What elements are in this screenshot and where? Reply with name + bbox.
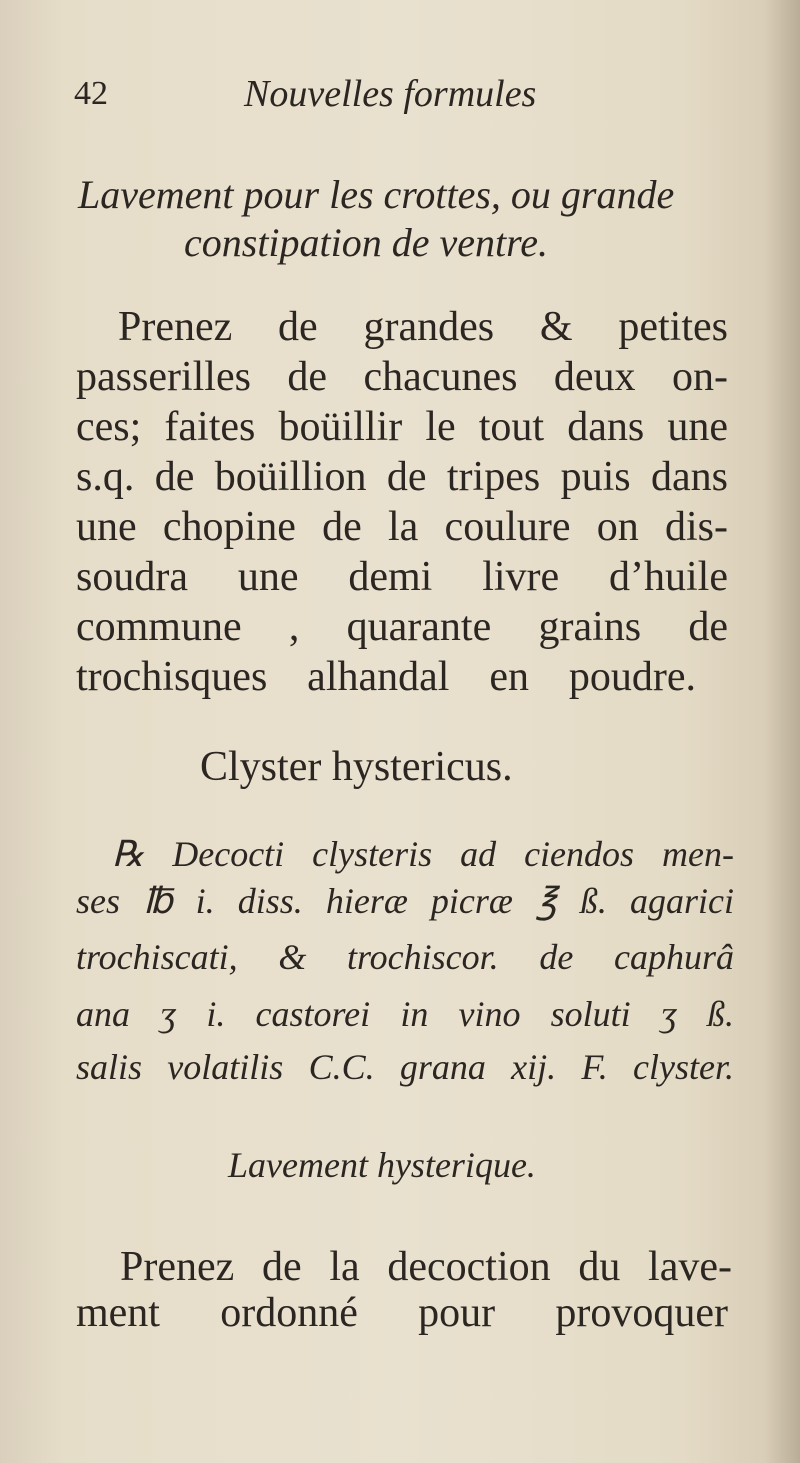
running-head: Nouvelles formules bbox=[244, 73, 537, 115]
latin-text-line: ana ʒ i. castorei in vino soluti ʒ ß. bbox=[76, 994, 734, 1034]
latin-text-line: trochiscati, & trochiscor. de caphurâ bbox=[76, 937, 734, 977]
body-text-line: soudra une demi livre d’huile bbox=[76, 554, 728, 600]
page-number: 42 bbox=[74, 75, 108, 112]
body-text-line: passerilles de chacunes deux on- bbox=[76, 354, 728, 400]
body-text-line: ment ordonné pour provoquer bbox=[76, 1290, 728, 1336]
body-text-line: Prenez de grandes & petites bbox=[118, 304, 728, 350]
section-heading: Lavement hysterique. bbox=[228, 1145, 536, 1185]
latin-text-line: ℞ Decocti clysteris ad ciendos men- bbox=[112, 834, 734, 874]
body-text-line: une chopine de la coulure on dis- bbox=[76, 504, 728, 550]
section-heading: Clyster hystericus. bbox=[200, 744, 513, 790]
latin-text-line: salis volatilis C.C. grana xij. F. clyster. bbox=[76, 1047, 734, 1087]
body-text-line: s.q. de boüillion de tripes puis dans bbox=[76, 454, 728, 500]
body-text-line: commune , quarante grains de bbox=[76, 604, 728, 650]
body-text-line: trochisques alhandal en poudre. bbox=[76, 654, 696, 700]
section-title-line: constipation de ventre. bbox=[184, 220, 548, 265]
body-text-line: ces; faites boüillir le tout dans une bbox=[76, 404, 728, 450]
page-edge-shadow bbox=[764, 0, 800, 1463]
body-text-line: Prenez de la decoction du lave- bbox=[120, 1244, 732, 1290]
section-title-line: Lavement pour les crottes, ou grande bbox=[78, 172, 675, 217]
latin-text-line: ses ℔ i. diss. hieræ picræ ℥ ß. agarici bbox=[76, 881, 734, 921]
